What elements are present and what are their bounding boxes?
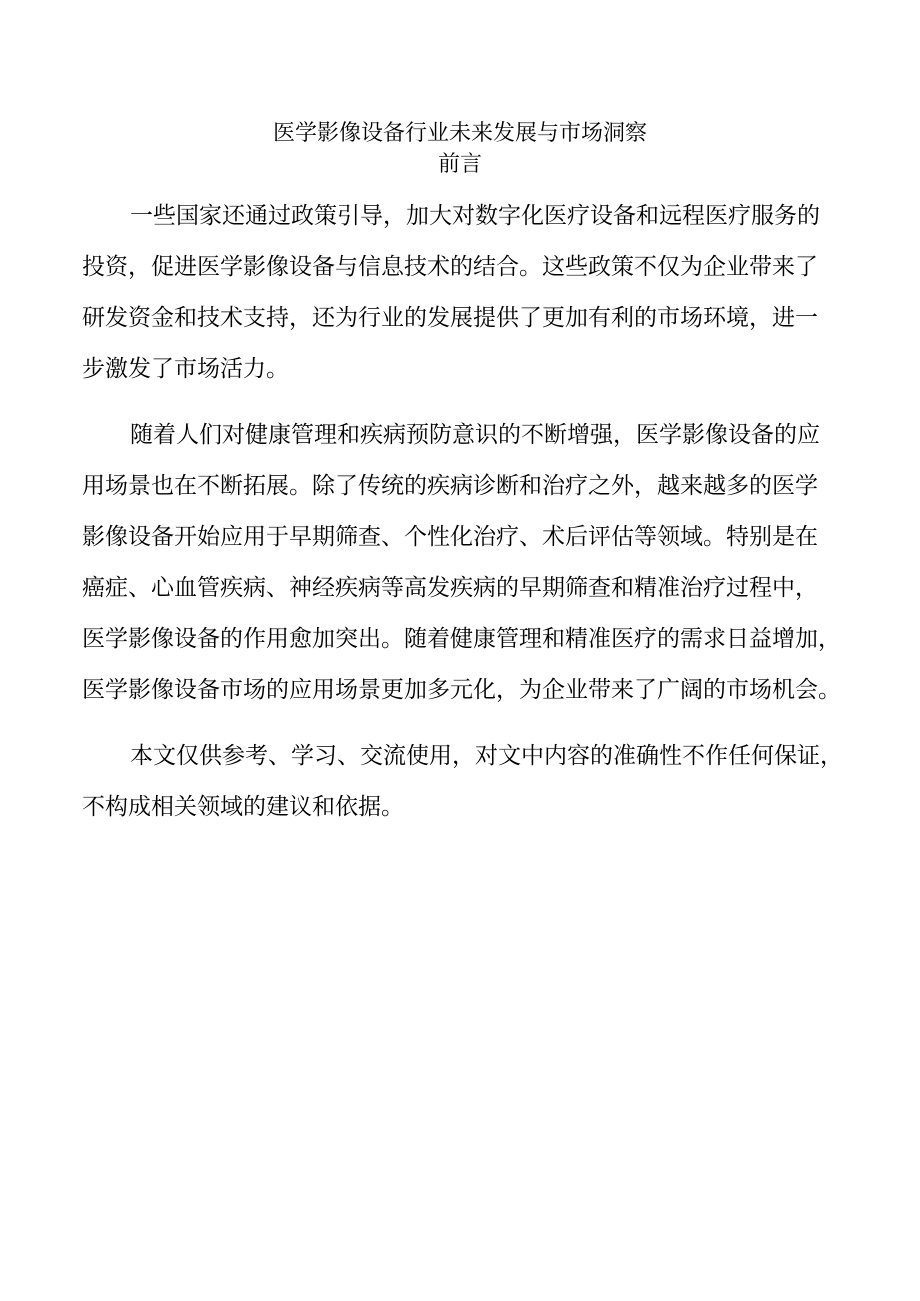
paragraph-line: 医学影像设备市场的应用场景更加多元化，为企业带来了广阔的市场机会。 [82,677,841,703]
paragraph-1 [82,191,842,395]
paragraph-2 [82,410,842,716]
paragraph-line: 用场景也在不断拓展。除了传统的疾病诊断和治疗之外，越来越多的医学 [82,473,818,499]
paragraph-line: 影像设备开始应用于早期筛查、个性化治疗、术后评估等领域。特别是在 [82,524,818,550]
paragraph-3 [82,731,842,833]
paragraph-line: 投资，促进医学影像设备与信息技术的结合。这些政策不仅为企业带来了 [82,254,818,280]
paragraph-line: 步激发了市场活力。 [82,356,289,382]
paragraph-line: 研发资金和技术支持，还为行业的发展提供了更加有利的市场环境，进一 [82,305,818,331]
document-subtitle: 前言 [437,152,482,177]
paragraph-line: 癌症、心血管疾病、神经疾病等高发疾病的早期筛查和精准治疗过程中， [82,575,818,601]
paragraph-line: 一些国家还通过政策引导，加大对数字化医疗设备和远程医疗服务的 [130,203,820,229]
paragraph-line: 不构成相关领域的建议和依据。 [82,794,404,820]
paragraph-line: 随着人们对健康管理和疾病预防意识的不断增强，医学影像设备的应 [130,422,820,448]
document-body [82,191,842,848]
document-title: 医学影像设备行业未来发展与市场洞察 [272,121,647,146]
paragraph-line: 医学影像设备的作用愈加突出。随着健康管理和精准医疗的需求日益增加， [82,626,841,652]
paragraph-line: 本文仅供参考、学习、交流使用，对文中内容的准确性不作任何保证， [130,743,843,769]
